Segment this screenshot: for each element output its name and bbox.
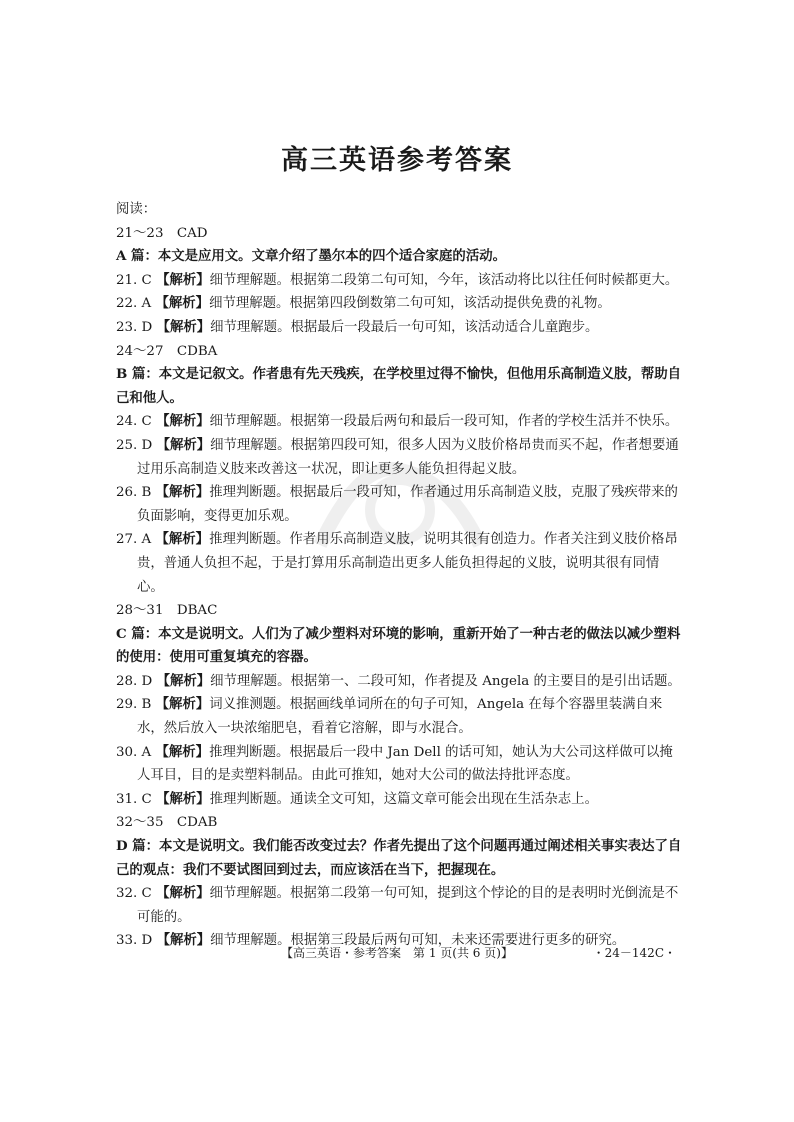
item-number: 24. C (116, 414, 152, 430)
page-title: 高三英语参考答案 (281, 145, 513, 176)
footer-code: ・24－142C・ (592, 946, 676, 960)
item-tag: 【解析】 (156, 413, 210, 430)
answer-item (116, 481, 682, 528)
item-number: 31. C (116, 791, 152, 807)
item-number: 30. A (116, 744, 152, 760)
item-number: 26. B (116, 485, 152, 501)
item-text: 细节理解题。根据第二段第二句可知，今年，该活动将比以往任何时候都更大。 (209, 272, 679, 288)
item-text: 词义推测题。根据画线单词所在的句子可知，Angela 在每个容器里装满自来水，然后放入一块浓缩肥皂，看着它溶解，即与水混合。 (137, 697, 663, 737)
passage-intro: B 篇：本文是记叙文。作者患有先天残疾，在学校里过得不愉快，但他用乐高制造义肢，帮助自己和他人。 (116, 366, 681, 406)
item-number: 32. C (116, 886, 152, 902)
answer-range: 24～27 CDBA (116, 343, 218, 359)
item-tag: 【解析】 (156, 436, 211, 453)
item-text: 细节理解题。根据第二段第一句可知，提到这个悖论的目的是表明时光倒流是不可能的。 (137, 886, 679, 925)
item-number: 29. B (116, 697, 152, 713)
answer-item (116, 670, 682, 694)
item-number: 27. A (116, 532, 152, 548)
item-text: 细节理解题。根据第一、二段可知，作者提及 Angela 的主要目的是引出话题。 (210, 673, 681, 689)
answer-item (116, 434, 682, 481)
item-tag: 【解析】 (156, 885, 210, 902)
item-text: 细节理解题。根据第四段倒数第二句可知，该活动提供免费的礼物。 (209, 296, 611, 312)
item-number: 33. D (116, 933, 153, 949)
passage-intro: C 篇：本文是说明文。人们为了减少塑料对环境的影响，重新开始了一种古老的做法以减少塑料的使用：使用可重复填充的容器。 (116, 625, 681, 666)
item-tag: 【解析】 (156, 672, 211, 689)
answer-item (116, 316, 682, 340)
item-tag: 【解析】 (155, 696, 210, 713)
item-text: 推理判断题。通读全文可知，这篇文章可能会出现在生活杂志上。 (209, 791, 598, 807)
answer-item (116, 741, 682, 788)
answer-item (116, 269, 682, 293)
item-tag: 【解析】 (156, 318, 211, 335)
item-tag: 【解析】 (155, 484, 210, 501)
item-number: 21. C (116, 272, 152, 288)
footer-page-info: 【高三英语・参考答案 第 1 页(共 6 页)】 (281, 946, 513, 960)
item-number: 28. D (116, 673, 153, 689)
item-text: 推理判断题。根据最后一段可知，作者通过用乐高制造义肢，克服了残疾带来的负面影响，变得更加乐观。 (137, 485, 678, 524)
answer-content (116, 198, 682, 953)
item-tag: 【解析】 (155, 295, 210, 312)
item-tag: 【解析】 (156, 932, 211, 949)
item-number: 25. D (116, 437, 153, 453)
item-text: 细节理解题。根据最后一段最后一句可知，该活动适合儿童跑步。 (210, 319, 599, 335)
answer-item (116, 882, 682, 929)
item-tag: 【解析】 (155, 531, 210, 548)
passage-intro: A 篇：本文是应用文。文章介绍了墨尔本的四个适合家庭的活动。 (116, 248, 506, 265)
answer-range: 21～23 CAD (116, 225, 208, 241)
answer-range: 28～31 DBAC (116, 603, 218, 619)
item-tag: 【解析】 (155, 743, 210, 760)
answer-item (116, 292, 682, 316)
item-text: 细节理解题。根据第三段最后两句可知，未来还需要进行更多的研究。 (210, 933, 626, 949)
item-text: 细节理解题。根据第四段可知，很多人因为义肢价格昂贵而买不起，作者想要通过用乐高制造义肢来改善这一状况，即让更多人能负担得起义肢。 (137, 437, 679, 477)
item-number: 23. D (116, 319, 153, 335)
answer-item (116, 788, 682, 812)
answer-item (116, 410, 682, 434)
section-heading: 阅读： (116, 202, 157, 217)
answer-item (116, 693, 682, 740)
passage-intro: D 篇：本文是说明文。我们能否改变过去？作者先提出了这个问题再通过阐述相关事实表达了自己的观点：我们不要试图回到过去，而应该活在当下，把握现在。 (116, 838, 682, 878)
item-text: 推理判断题。根据最后一段中 Jan Dell 的话可知，她认为大公司这样做可以掩人耳目，目的是卖塑料制品。由此可推知，她对大公司的做法持批评态度。 (137, 744, 673, 784)
item-tag: 【解析】 (156, 790, 210, 807)
answer-range: 32～35 CDAB (116, 815, 218, 831)
item-text: 推理判断题。作者用乐高制造义肢，说明其很有创造力。作者关注到义肢价格昂贵，普通人负担不起，于是打算用乐高制造出更多人能负担得起的义肢，说明其很有同情心。 (137, 532, 678, 595)
item-number: 22. A (116, 296, 152, 312)
item-tag: 【解析】 (156, 271, 210, 288)
item-text: 细节理解题。根据第一段最后两句和最后一段可知，作者的学校生活并不快乐。 (209, 414, 679, 430)
answer-item (116, 528, 682, 599)
